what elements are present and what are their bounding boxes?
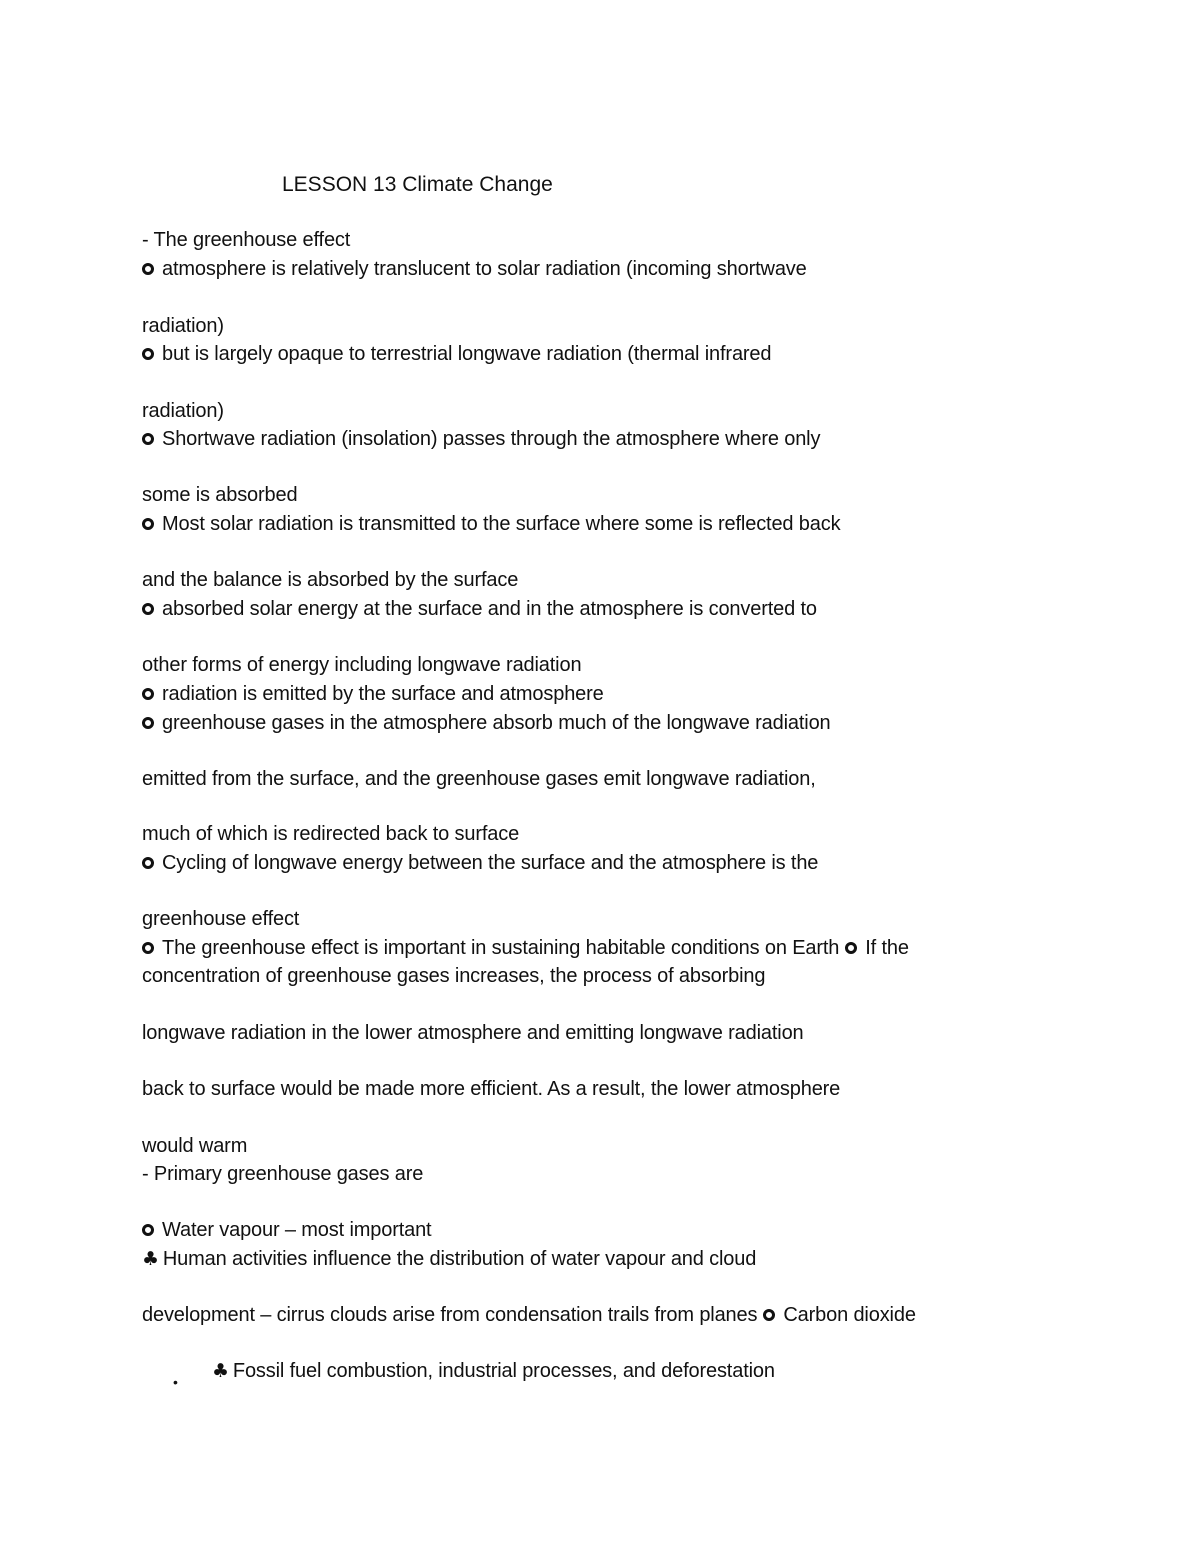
club-bullet-icon: ♣ — [142, 1248, 159, 1270]
line-text: much of which is redirected back to surface — [142, 823, 520, 845]
line-text: some is absorbed — [142, 484, 298, 506]
text-line — [142, 1216, 431, 1244]
line-text: absorbed solar energy at the surface and in the atmosphere is converted to — [162, 598, 817, 620]
line-text: radiation) — [142, 315, 224, 337]
line-text: longwave radiation in the lower atmosphere and emitting longwave radiation — [142, 1022, 804, 1044]
circle-bullet-icon — [142, 688, 154, 700]
text-line — [142, 1019, 804, 1047]
line-text: Cycling of longwave energy between the surface and the atmosphere is the — [162, 852, 819, 874]
line-text: Most solar radiation is transmitted to the surface where some is reflected back — [162, 513, 841, 535]
line-text: atmosphere is relatively translucent to solar radiation (incoming shortwave — [162, 258, 807, 280]
club-bullet-icon: ♣ — [212, 1360, 229, 1382]
circle-bullet-icon — [142, 603, 154, 615]
text-line — [142, 1245, 756, 1273]
text-line — [142, 1075, 840, 1103]
line-text: would warm — [142, 1135, 248, 1157]
page-title: LESSON 13 Climate Change — [282, 173, 553, 196]
line-text: radiation) — [142, 400, 224, 422]
text-line — [142, 566, 518, 594]
line-text: and the balance is absorbed by the surface — [142, 569, 519, 591]
text-line — [142, 820, 519, 848]
text-line — [142, 849, 818, 877]
text-line — [142, 905, 299, 933]
text-line — [142, 1301, 916, 1329]
circle-bullet-icon — [142, 1224, 154, 1236]
list-item — [212, 1357, 775, 1385]
line-text: development – cirrus clouds arise from condensation trails from planes — [142, 1304, 758, 1326]
text-line — [142, 595, 817, 623]
text-line — [142, 709, 831, 737]
circle-bullet-icon — [142, 348, 154, 360]
line-text: Human activities influence the distribution of water vapour and cloud — [162, 1248, 757, 1270]
text-line — [142, 1160, 423, 1188]
line-text: back to surface would be made more efficient. As a result, the lower atmosphere — [142, 1078, 841, 1100]
line-text: but is largely opaque to terrestrial longwave radiation (thermal infrared — [162, 343, 772, 365]
line-text: Shortwave radiation (insolation) passes through the atmosphere where only — [162, 428, 821, 450]
line-text: concentration of greenhouse gases increases, the process of absorbing — [142, 965, 766, 987]
line-text: Carbon dioxide — [783, 1304, 916, 1326]
text-line — [142, 255, 807, 283]
text-line — [142, 510, 840, 538]
text-line — [142, 934, 909, 962]
text-line — [142, 962, 765, 990]
circle-bullet-icon — [142, 518, 154, 530]
circle-bullet-icon — [763, 1309, 775, 1321]
line-text: If the — [865, 937, 909, 959]
text-line — [142, 340, 771, 368]
text-line — [142, 312, 224, 340]
circle-bullet-icon — [845, 942, 857, 954]
line-text: emitted from the surface, and the greenhouse gases emit longwave radiation, — [142, 768, 816, 790]
line-text: other forms of energy including longwave radiation — [142, 654, 582, 676]
circle-bullet-icon — [142, 433, 154, 445]
text-line — [142, 425, 820, 453]
circle-bullet-icon — [142, 263, 154, 275]
text-line — [142, 226, 350, 254]
line-text: The greenhouse effect is important in sustaining habitable conditions on Earth — [162, 937, 840, 959]
line-text: greenhouse effect — [142, 908, 300, 930]
line-text: Fossil fuel combustion, industrial processes, and deforestation — [232, 1360, 775, 1382]
circle-bullet-icon — [142, 942, 154, 954]
text-line — [142, 481, 297, 509]
line-text: Water vapour – most important — [162, 1219, 432, 1241]
circle-bullet-icon — [142, 717, 154, 729]
line-text: greenhouse gases in the atmosphere absorb much of the longwave radiation — [162, 712, 831, 734]
text-line — [142, 651, 581, 679]
circle-bullet-icon — [142, 857, 154, 869]
line-text: - The greenhouse effect — [142, 229, 351, 251]
text-line — [142, 1132, 247, 1160]
list-bullet-icon: • — [173, 1374, 178, 1390]
line-text: radiation is emitted by the surface and atmosphere — [162, 683, 604, 705]
text-line — [142, 397, 224, 425]
text-line — [142, 680, 604, 708]
text-line — [142, 765, 816, 793]
line-text: - Primary greenhouse gases are — [142, 1163, 424, 1185]
